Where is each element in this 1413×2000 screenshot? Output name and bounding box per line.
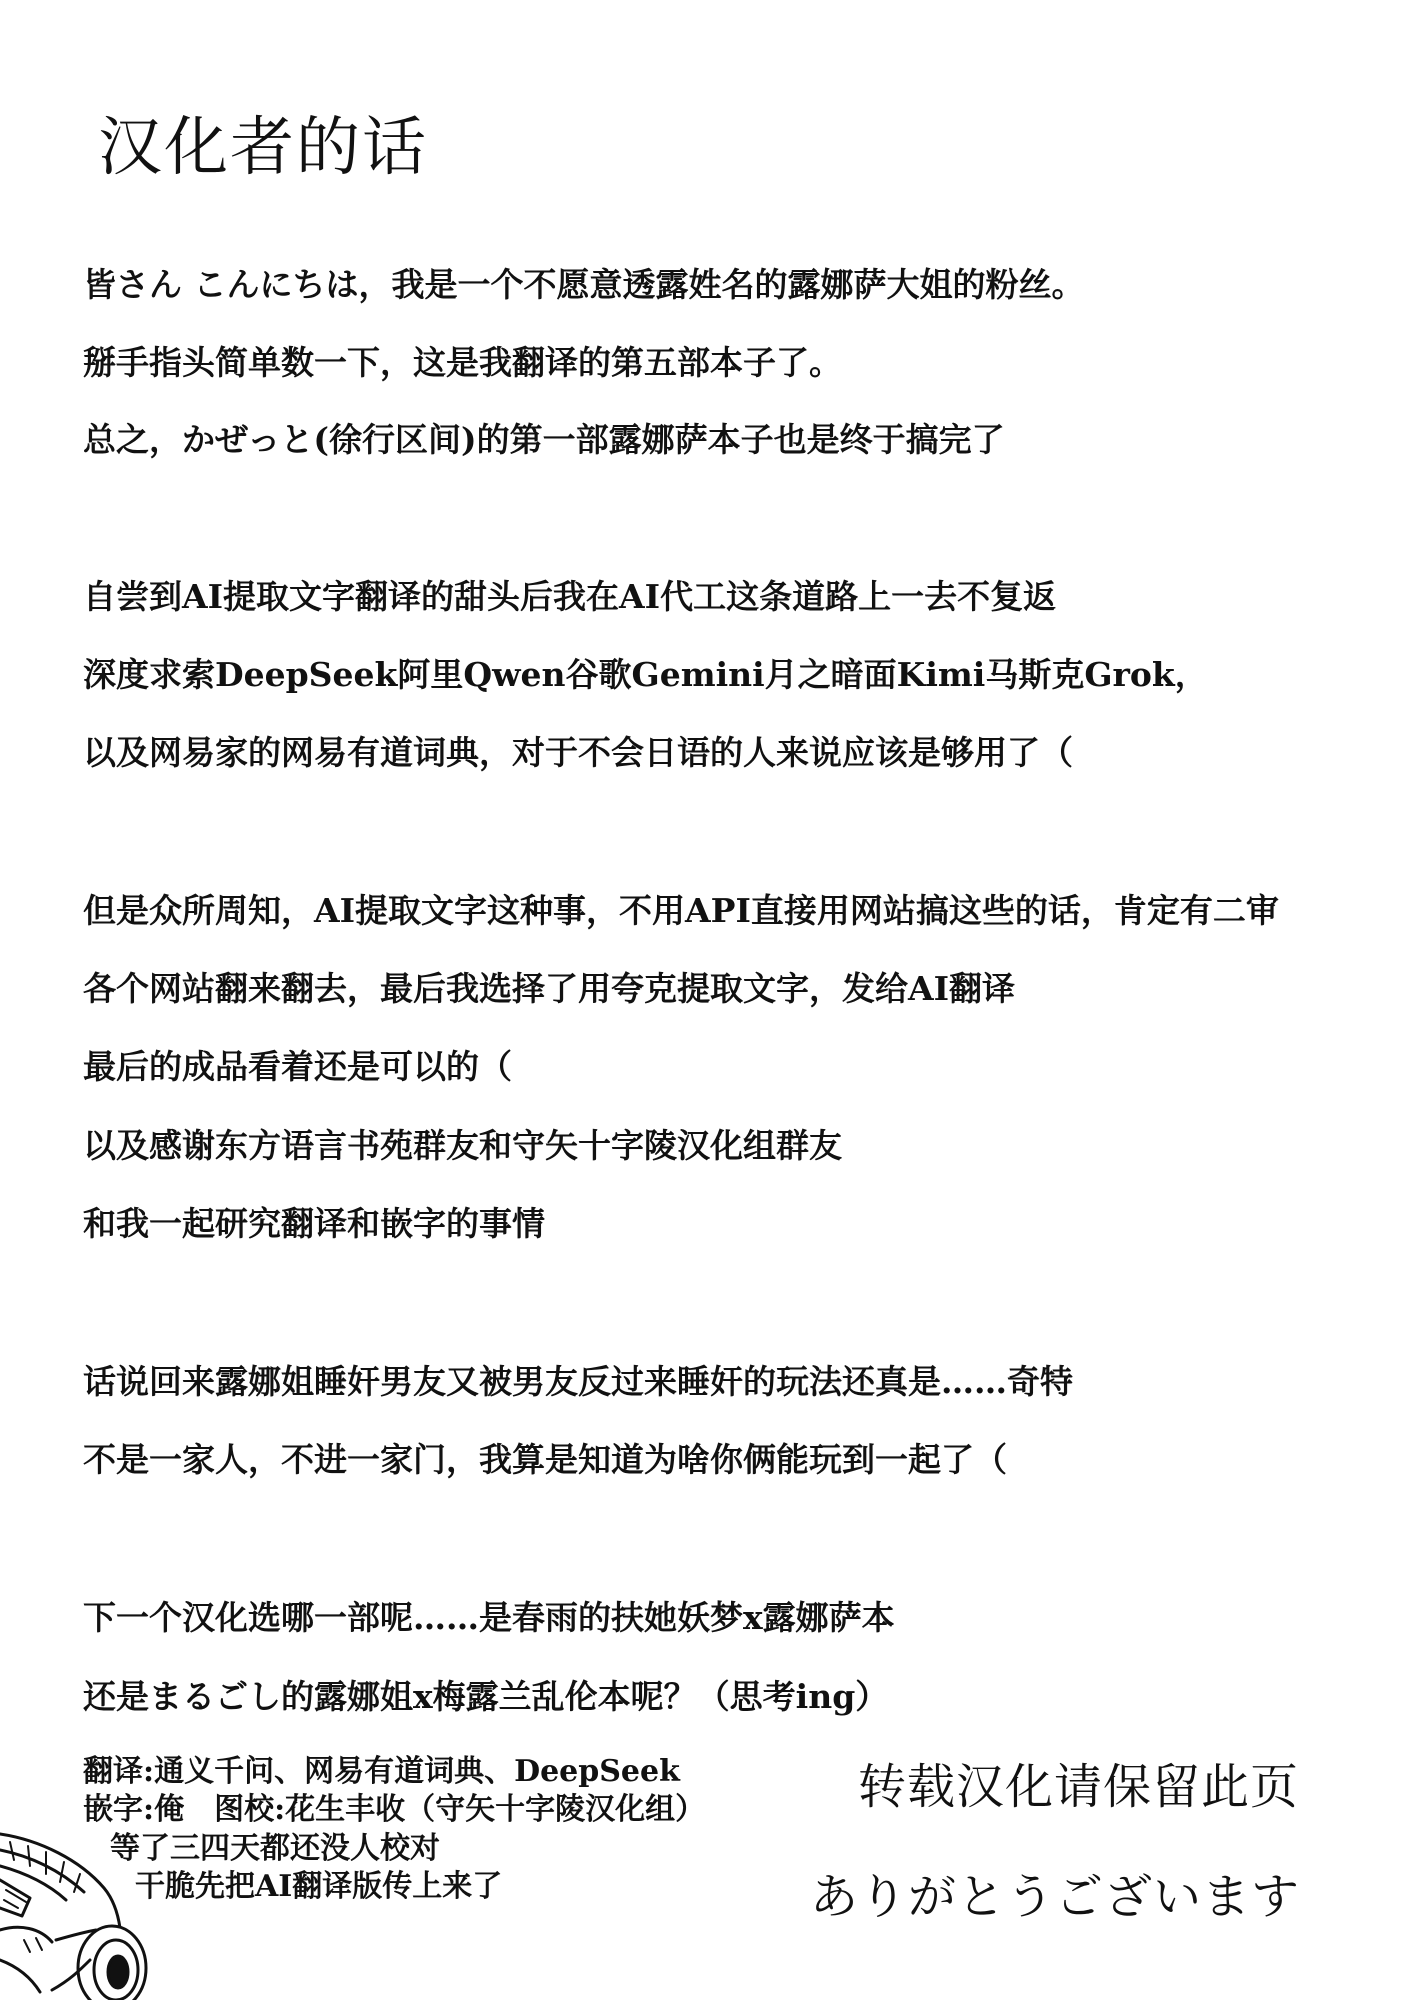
text-line: 各个网站翻来翻去，最后我选择了用夸克提取文字，发给AI翻译 bbox=[83, 969, 1016, 1008]
translation-credit: 翻译:通义千问、网易有道词典、DeepSeek bbox=[83, 1754, 680, 1789]
page-title: 汉化者的话 bbox=[98, 111, 428, 185]
text-line: 还是まるごし的露娜姐x梅露兰乱伦本呢？（思考ing） bbox=[83, 1677, 889, 1716]
text-line: 皆さん こんにちは，我是一个不愿意透露姓名的露娜萨大姐的粉丝。 bbox=[83, 265, 1085, 304]
text-line: 下一个汉化选哪一部呢……是春雨的扶她妖梦x露娜萨本 bbox=[83, 1598, 895, 1637]
text-line: 最后的成品看着还是可以的（ bbox=[83, 1047, 512, 1086]
text-line: 自尝到AI提取文字翻译的甜头后我在AI代工这条道路上一去不复返 bbox=[83, 577, 1057, 616]
text-line: 不是一家人，不进一家门，我算是知道为啥你俩能玩到一起了（ bbox=[83, 1440, 1007, 1479]
text-line: 掰手指头简单数一下，这是我翻译的第五部本子了。 bbox=[83, 343, 842, 382]
mascot-drawing bbox=[0, 1820, 200, 2000]
text-line: 话说回来露娜姐睡奸男友又被男友反过来睡奸的玩法还真是……奇特 bbox=[83, 1362, 1073, 1401]
credit-note: 干脆先把AI翻译版传上来了 bbox=[135, 1869, 503, 1904]
credit-note: 等了三四天都还没人校对 bbox=[110, 1831, 440, 1866]
text-line: 深度求索DeepSeek阿里Qwen谷歌Gemini月之暗面Kimi马斯克Grok， bbox=[83, 655, 1208, 694]
text-line: 总之，かぜっと(徐行区间)的第一部露娜萨本子也是终于搞完了 bbox=[83, 420, 1005, 459]
typeset-proof-credit: 嵌字:俺 图校:花生丰收（守矢十字陵汉化组） bbox=[83, 1792, 706, 1827]
text-line: 但是众所周知，AI提取文字这种事，不用API直接用网站搞这些的话，肯定有二审 bbox=[83, 891, 1279, 930]
thanks-notice: ありがとうございます bbox=[810, 1869, 1301, 1925]
text-line: 和我一起研究翻译和嵌字的事情 bbox=[83, 1204, 545, 1243]
repost-notice: 转载汉化请保留此页 bbox=[858, 1759, 1300, 1815]
text-line: 以及感谢东方语言书苑群友和守矢十字陵汉化组群友 bbox=[83, 1126, 842, 1165]
text-line: 以及网易家的网易有道词典，对于不会日语的人来说应该是够用了（ bbox=[83, 733, 1073, 772]
